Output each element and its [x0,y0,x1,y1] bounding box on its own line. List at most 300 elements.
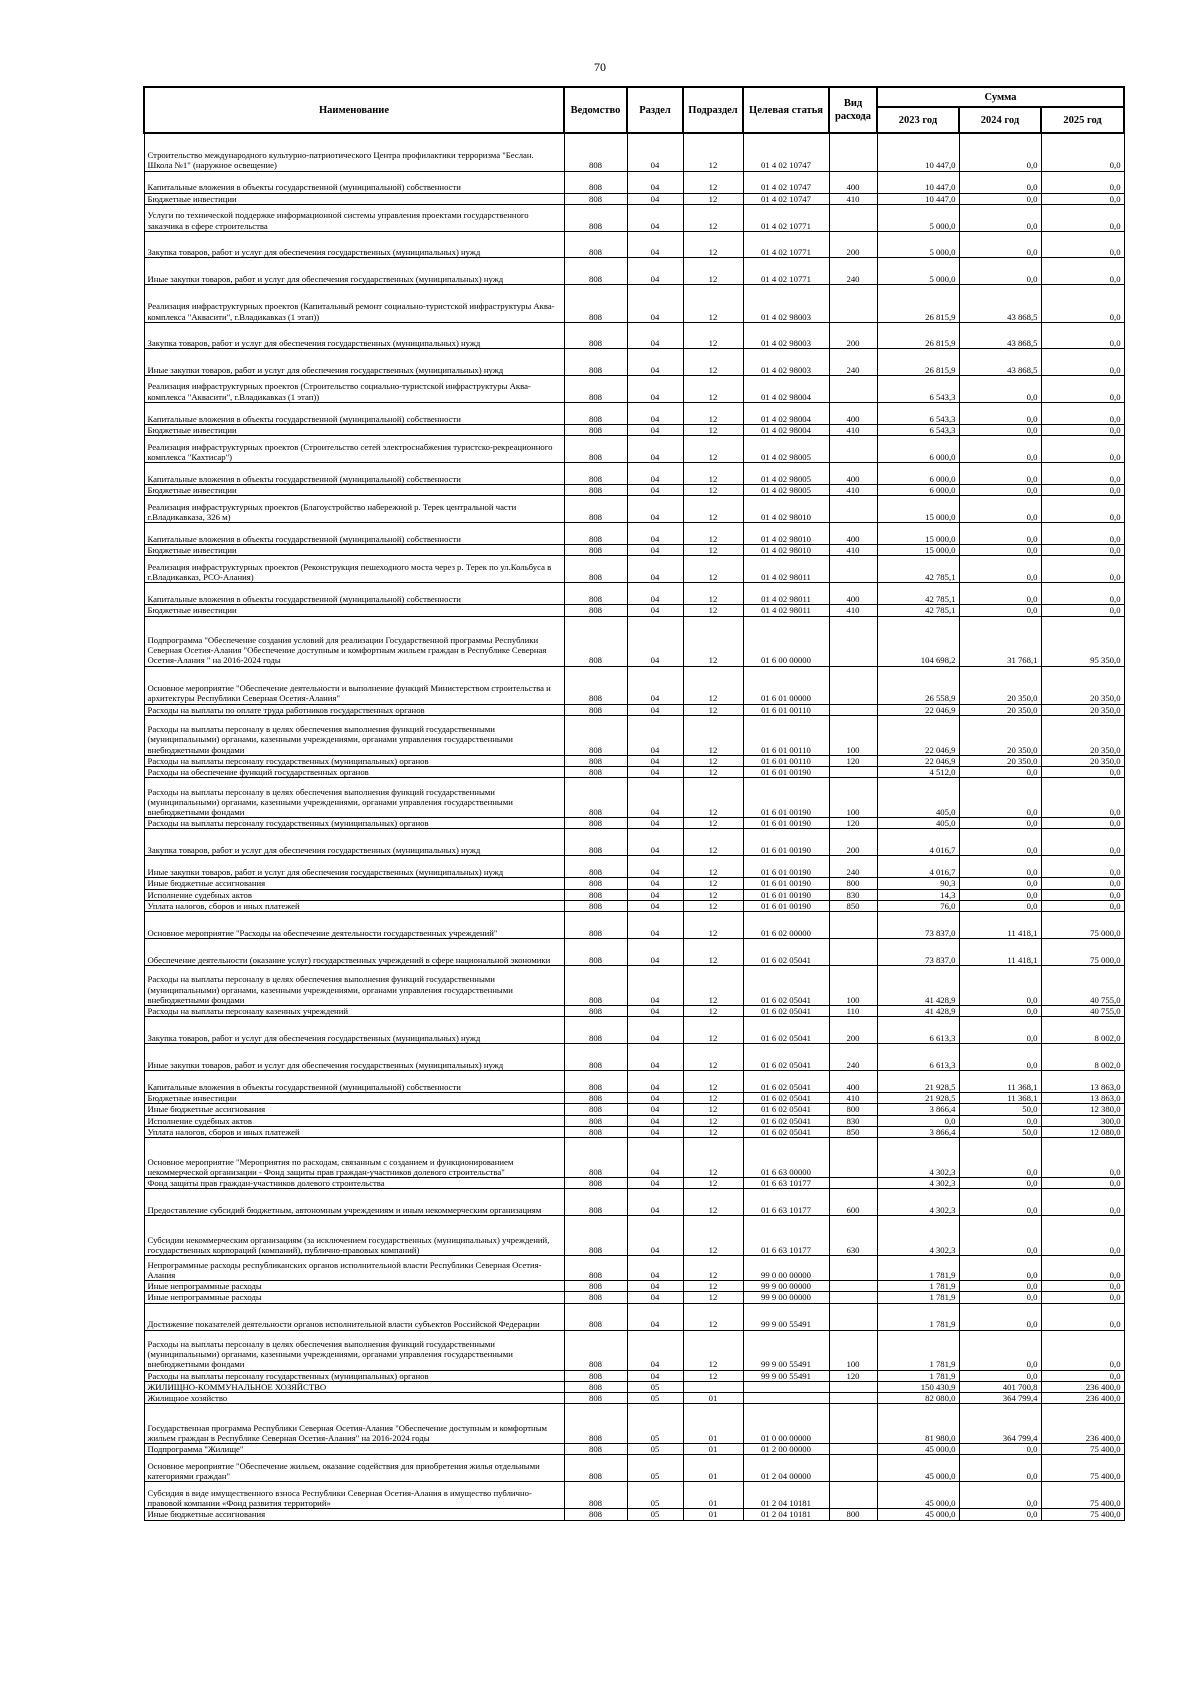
cell-vedomstvo: 808 [564,322,627,348]
cell-vid: 120 [829,755,877,766]
cell-tselevaya: 01 6 63 10177 [743,1216,829,1256]
cell-2024: 0,0 [959,1137,1041,1177]
cell-razdel: 04 [627,1093,683,1104]
cell-2023: 26 558,9 [877,666,959,704]
page-number: 70 [594,60,606,74]
cell-2023: 405,0 [877,778,959,818]
cell-name: Расходы на выплаты персоналу государственных (муниципальных) органов [144,755,564,766]
cell-razdel: 05 [627,1404,683,1444]
cell-vid [829,375,877,402]
cell-tselevaya: 01 4 02 98004 [743,402,829,424]
cell-vid: 400 [829,583,877,605]
cell-name: Строительство международного культурно-патриотического Центра профилактики терроризма "Беслан. Школа №1" (наружное освещение) [144,133,564,171]
cell-razdel: 04 [627,755,683,766]
cell-vid: 830 [829,889,877,900]
cell-2025: 12 080,0 [1041,1126,1124,1137]
cell-2025: 0,0 [1041,462,1124,484]
cell-vid: 200 [829,322,877,348]
cell-tselevaya: 01 4 02 98010 [743,496,829,523]
cell-2024: 0,0 [959,231,1041,257]
cell-vedomstvo: 808 [564,1256,627,1281]
cell-name: Реализация инфраструктурных проектов (Строительство социально-туристской инфраструктуры Аква-комплекса "Аквасити", г.Владикавказ (1 этап)) [144,375,564,402]
table-row [144,1093,1124,1104]
cell-name: Капитальные вложения в объекты государственной (муниципальной) собственности [144,171,564,193]
cell-2025: 0,0 [1041,1216,1124,1256]
cell-podrazdel: 12 [683,911,743,938]
cell-2023: 21 928,5 [877,1093,959,1104]
cell-vedomstvo: 808 [564,1292,627,1303]
cell-name: Основное мероприятие "Обеспечение жильем, оказание содействия для приобретения жилья отдельными категориями граждан" [144,1455,564,1482]
cell-2024: 11 368,1 [959,1071,1041,1093]
cell-vedomstvo: 808 [564,484,627,495]
cell-vedomstvo: 808 [564,911,627,938]
cell-2024: 43 868,5 [959,284,1041,322]
cell-name: Реализация инфраструктурных проектов (Капитальный ремонт социально-туристской инфраструктуры Аква-комплекса "Аквасити", г.Владикавказ (1 этап)) [144,284,564,322]
cell-vedomstvo: 808 [564,257,627,284]
cell-razdel: 04 [627,1071,683,1093]
cell-name: Подпрограмма "Обеспечение создания условий для реализации Государственной программы Республики Северная Осетия-Алания "Обеспечение доступным и комфортным жильем граждан в Республике Северная Осетия-Алания " на 2016-2024 годы [144,616,564,666]
cell-razdel: 04 [627,462,683,484]
cell-tselevaya: 01 6 02 05041 [743,1071,829,1093]
cell-podrazdel: 12 [683,1292,743,1303]
cell-name: ЖИЛИЩНО-КОММУНАЛЬНОЕ ХОЗЯЙСТВО [144,1381,564,1392]
table-row [144,911,1124,938]
cell-tselevaya: 01 6 01 00110 [743,755,829,766]
cell-2025: 8 002,0 [1041,1017,1124,1044]
cell-razdel: 04 [627,322,683,348]
cell-tselevaya: 01 6 01 00110 [743,704,829,715]
cell-tselevaya [743,1392,829,1403]
cell-name: Бюджетные инвестиции [144,605,564,616]
table-row [144,556,1124,583]
cell-vedomstvo: 808 [564,1281,627,1292]
cell-podrazdel: 01 [683,1509,743,1520]
cell-razdel: 04 [627,938,683,965]
cell-2024: 0,0 [959,1216,1041,1256]
cell-2023: 45 000,0 [877,1444,959,1455]
cell-2023: 150 430,9 [877,1381,959,1392]
cell-vedomstvo: 808 [564,889,627,900]
cell-vid: 400 [829,1071,877,1093]
cell-name: Капитальные вложения в объекты государственной (муниципальной) собственности [144,1071,564,1093]
table-row [144,322,1124,348]
cell-vid [829,616,877,666]
cell-2024: 0,0 [959,545,1041,556]
cell-tselevaya: 01 4 02 98005 [743,484,829,495]
cell-vedomstvo: 808 [564,424,627,435]
table-row [144,1071,1124,1093]
cell-vid: 800 [829,878,877,889]
cell-2024: 364 799,4 [959,1392,1041,1403]
cell-name: Субсидия в виде имущественного взноса Республики Северная Осетия-Алания в имущество публично-правовой компании «Фонд развития территорий» [144,1482,564,1509]
cell-2025: 0,0 [1041,348,1124,375]
header-razdel: Раздел [627,87,683,133]
cell-vid [829,1455,877,1482]
cell-2024: 0,0 [959,1189,1041,1216]
cell-2025: 0,0 [1041,193,1124,204]
cell-vedomstvo: 808 [564,496,627,523]
cell-2023: 73 837,0 [877,938,959,965]
cell-2025: 13 863,0 [1041,1071,1124,1093]
cell-tselevaya: 99 9 00 00000 [743,1292,829,1303]
cell-2024: 0,0 [959,1482,1041,1509]
cell-2024: 0,0 [959,1256,1041,1281]
cell-2023: 6 613,3 [877,1017,959,1044]
table-row [144,900,1124,911]
cell-2025: 0,0 [1041,322,1124,348]
cell-tselevaya: 01 4 02 98003 [743,322,829,348]
cell-tselevaya: 01 6 02 05041 [743,965,829,1005]
cell-2023: 14,3 [877,889,959,900]
cell-2023: 45 000,0 [877,1482,959,1509]
cell-razdel: 05 [627,1482,683,1509]
cell-podrazdel: 12 [683,545,743,556]
cell-vedomstvo: 808 [564,878,627,889]
cell-razdel: 05 [627,1381,683,1392]
cell-vedomstvo: 808 [564,348,627,375]
cell-name: Капитальные вложения в объекты государственной (муниципальной) собственности [144,462,564,484]
cell-vid: 410 [829,484,877,495]
table-row [144,284,1124,322]
cell-vid: 240 [829,856,877,878]
table-row [144,878,1124,889]
cell-vedomstvo: 808 [564,1392,627,1403]
cell-2024: 0,0 [959,204,1041,231]
cell-2025: 75 400,0 [1041,1509,1124,1520]
cell-2024: 0,0 [959,1005,1041,1016]
cell-vid: 400 [829,402,877,424]
cell-podrazdel: 12 [683,1281,743,1292]
cell-2023: 104 698,2 [877,616,959,666]
cell-2023: 6 543,3 [877,424,959,435]
cell-2023: 15 000,0 [877,523,959,545]
table-row [144,1482,1124,1509]
cell-2024: 0,0 [959,556,1041,583]
cell-vid [829,496,877,523]
cell-2025: 0,0 [1041,402,1124,424]
cell-vedomstvo: 808 [564,818,627,829]
cell-name: Расходы на выплаты персоналу в целях обеспечения выполнения функций государственными (муниципальными) органами, казенными учреждениями, органами управления государственными внебюджетными фондами [144,965,564,1005]
cell-tselevaya: 01 4 02 10747 [743,193,829,204]
cell-2025: 236 400,0 [1041,1381,1124,1392]
cell-name: Иные непрограммные расходы [144,1281,564,1292]
cell-podrazdel: 12 [683,1216,743,1256]
cell-2023: 4 512,0 [877,766,959,777]
table-row [144,133,1124,171]
cell-razdel: 04 [627,1044,683,1071]
cell-name: Обеспечение деятельности (оказание услуг) государственных учреждений в сфере национальной экономики [144,938,564,965]
cell-tselevaya: 01 6 01 00190 [743,878,829,889]
cell-name: Исполнение судебных актов [144,1115,564,1126]
cell-2025: 0,0 [1041,1303,1124,1330]
cell-razdel: 04 [627,545,683,556]
table-row [144,375,1124,402]
cell-tselevaya: 99 9 00 55491 [743,1303,829,1330]
cell-podrazdel: 12 [683,348,743,375]
cell-tselevaya: 01 6 01 00000 [743,666,829,704]
cell-razdel: 04 [627,583,683,605]
cell-vedomstvo: 808 [564,1216,627,1256]
table-row [144,704,1124,715]
cell-tselevaya: 01 6 02 05041 [743,1126,829,1137]
cell-vedomstvo: 808 [564,1017,627,1044]
table-row [144,1017,1124,1044]
cell-2024: 0,0 [959,435,1041,462]
table-row [144,1292,1124,1303]
cell-vid: 100 [829,715,877,755]
cell-2024: 0,0 [959,856,1041,878]
cell-vedomstvo: 808 [564,1381,627,1392]
cell-razdel: 04 [627,348,683,375]
cell-2023: 6 543,3 [877,375,959,402]
cell-tselevaya: 01 4 02 98010 [743,523,829,545]
cell-podrazdel: 12 [683,1189,743,1216]
cell-2024: 0,0 [959,375,1041,402]
cell-podrazdel: 12 [683,755,743,766]
cell-2025: 0,0 [1041,1189,1124,1216]
cell-2025: 0,0 [1041,1137,1124,1177]
cell-2024: 0,0 [959,1292,1041,1303]
cell-vedomstvo: 808 [564,1189,627,1216]
cell-tselevaya: 01 4 02 98010 [743,545,829,556]
cell-podrazdel: 12 [683,322,743,348]
cell-podrazdel: 12 [683,715,743,755]
cell-name: Закупка товаров, работ и услуг для обеспечения государственных (муниципальных) нужд [144,829,564,856]
cell-tselevaya: 01 6 01 00190 [743,766,829,777]
cell-podrazdel: 12 [683,1303,743,1330]
cell-2025: 0,0 [1041,435,1124,462]
cell-name: Капитальные вложения в объекты государственной (муниципальной) собственности [144,583,564,605]
cell-2025: 20 350,0 [1041,666,1124,704]
cell-razdel: 04 [627,1005,683,1016]
cell-2025: 8 002,0 [1041,1044,1124,1071]
cell-name: Предоставление субсидий бюджетным, автономным учреждениям и иным некоммерческим организациям [144,1189,564,1216]
cell-2023: 1 781,9 [877,1330,959,1370]
cell-vedomstvo: 808 [564,523,627,545]
cell-podrazdel: 12 [683,605,743,616]
cell-2023: 82 080,0 [877,1392,959,1403]
cell-podrazdel: 12 [683,402,743,424]
cell-podrazdel: 12 [683,818,743,829]
cell-2025: 0,0 [1041,424,1124,435]
cell-vid: 800 [829,1104,877,1115]
cell-razdel: 04 [627,965,683,1005]
cell-tselevaya: 01 0 00 00000 [743,1404,829,1444]
cell-tselevaya: 01 2 04 00000 [743,1455,829,1482]
cell-razdel: 04 [627,616,683,666]
table-row [144,523,1124,545]
cell-2023: 15 000,0 [877,545,959,556]
cell-podrazdel: 12 [683,435,743,462]
cell-tselevaya: 01 4 02 98005 [743,462,829,484]
cell-2024: 0,0 [959,402,1041,424]
cell-tselevaya: 01 6 01 00190 [743,900,829,911]
cell-2024: 0,0 [959,889,1041,900]
cell-name: Иные бюджетные ассигнования [144,1104,564,1115]
cell-2025: 0,0 [1041,1281,1124,1292]
cell-podrazdel: 12 [683,583,743,605]
cell-2024: 20 350,0 [959,755,1041,766]
cell-vid: 400 [829,171,877,193]
cell-tselevaya: 01 4 02 10771 [743,204,829,231]
cell-vedomstvo: 808 [564,704,627,715]
cell-razdel: 04 [627,818,683,829]
cell-name: Реализация инфраструктурных проектов (Благоустройство набережной р. Терек центральной части г.Владикавказа, 326 м) [144,496,564,523]
cell-vid [829,704,877,715]
table-row [144,1256,1124,1281]
cell-name: Иные непрограммные расходы [144,1292,564,1303]
cell-2025: 12 380,0 [1041,1104,1124,1115]
cell-vedomstvo: 808 [564,965,627,1005]
cell-razdel: 04 [627,1216,683,1256]
cell-2024: 11 418,1 [959,911,1041,938]
cell-2025: 0,0 [1041,856,1124,878]
cell-2023: 26 815,9 [877,284,959,322]
cell-2025: 75 400,0 [1041,1482,1124,1509]
cell-2024: 0,0 [959,583,1041,605]
cell-vid [829,284,877,322]
cell-tselevaya: 01 6 63 10177 [743,1177,829,1188]
cell-vedomstvo: 808 [564,766,627,777]
cell-vid: 110 [829,1005,877,1016]
cell-2024: 0,0 [959,171,1041,193]
cell-podrazdel: 12 [683,284,743,322]
cell-2023: 1 781,9 [877,1256,959,1281]
table-row [144,1216,1124,1256]
cell-vid: 630 [829,1216,877,1256]
cell-razdel: 04 [627,171,683,193]
cell-name: Расходы на обеспечение функций государственных органов [144,766,564,777]
cell-name: Расходы на выплаты по оплате труда работников государственных органов [144,704,564,715]
table-row [144,1370,1124,1381]
cell-2024: 0,0 [959,484,1041,495]
table-row [144,545,1124,556]
cell-name: Расходы на выплаты персоналу в целях обеспечения выполнения функций государственными (муниципальными) органами, казенными учреждениями, органами управления государственными внебюджетными фондами [144,1330,564,1370]
cell-vid [829,1482,877,1509]
cell-vedomstvo: 808 [564,1455,627,1482]
cell-vid [829,1444,877,1455]
cell-2025: 0,0 [1041,284,1124,322]
cell-podrazdel: 12 [683,1017,743,1044]
cell-podrazdel: 12 [683,938,743,965]
cell-2025: 0,0 [1041,523,1124,545]
cell-podrazdel: 12 [683,424,743,435]
cell-2024: 20 350,0 [959,715,1041,755]
cell-2023: 26 815,9 [877,322,959,348]
cell-2023: 41 428,9 [877,1005,959,1016]
cell-2025: 0,0 [1041,766,1124,777]
cell-razdel: 04 [627,231,683,257]
cell-vid: 400 [829,523,877,545]
cell-podrazdel: 12 [683,204,743,231]
cell-tselevaya: 01 4 02 10771 [743,257,829,284]
cell-vid [829,938,877,965]
table-row [144,1137,1124,1177]
cell-name: Капитальные вложения в объекты государственной (муниципальной) собственности [144,523,564,545]
cell-tselevaya: 01 4 02 98005 [743,435,829,462]
cell-razdel: 05 [627,1509,683,1520]
cell-razdel: 04 [627,204,683,231]
cell-tselevaya: 01 4 02 98003 [743,348,829,375]
cell-2025: 40 755,0 [1041,965,1124,1005]
cell-2024: 0,0 [959,424,1041,435]
header-tselevaya: Целевая статья [743,87,829,133]
cell-2025: 95 350,0 [1041,616,1124,666]
cell-vid: 200 [829,231,877,257]
cell-2025: 0,0 [1041,900,1124,911]
cell-tselevaya: 01 4 02 10771 [743,231,829,257]
cell-2023: 6 000,0 [877,435,959,462]
cell-razdel: 04 [627,1292,683,1303]
cell-vedomstvo: 808 [564,778,627,818]
cell-vedomstvo: 808 [564,284,627,322]
cell-tselevaya: 01 6 02 05041 [743,1005,829,1016]
cell-2024: 0,0 [959,523,1041,545]
cell-vedomstvo: 808 [564,171,627,193]
cell-vedomstvo: 808 [564,1115,627,1126]
cell-2024: 0,0 [959,766,1041,777]
table-row [144,1189,1124,1216]
cell-name: Иные закупки товаров, работ и услуг для обеспечения государственных (муниципальных) нужд [144,856,564,878]
header-2025: 2025 год [1041,107,1124,133]
cell-vid: 410 [829,545,877,556]
cell-podrazdel: 12 [683,1071,743,1093]
cell-razdel: 04 [627,284,683,322]
cell-vedomstvo: 808 [564,204,627,231]
cell-tselevaya: 01 2 04 10181 [743,1509,829,1520]
table-row [144,1115,1124,1126]
cell-name: Закупка товаров, работ и услуг для обеспечения государственных (муниципальных) нужд [144,1017,564,1044]
cell-vedomstvo: 808 [564,133,627,171]
cell-2024: 0,0 [959,1017,1041,1044]
table-body [144,133,1124,1520]
cell-2023: 42 785,1 [877,605,959,616]
cell-podrazdel: 12 [683,496,743,523]
table-row [144,1177,1124,1188]
cell-2023: 1 781,9 [877,1281,959,1292]
cell-razdel: 04 [627,1303,683,1330]
table-row [144,1104,1124,1115]
cell-vedomstvo: 808 [564,1482,627,1509]
cell-razdel: 04 [627,856,683,878]
cell-vedomstvo: 808 [564,938,627,965]
cell-vid: 410 [829,1093,877,1104]
cell-vedomstvo: 808 [564,435,627,462]
cell-name: Расходы на выплаты персоналу государственных (муниципальных) органов [144,1370,564,1381]
cell-name: Подпрограмма "Жилище" [144,1444,564,1455]
cell-2025: 0,0 [1041,257,1124,284]
table-row [144,829,1124,856]
cell-vedomstvo: 808 [564,1330,627,1370]
cell-2023: 45 000,0 [877,1509,959,1520]
cell-razdel: 04 [627,435,683,462]
cell-2023: 21 928,5 [877,1071,959,1093]
cell-2025: 0,0 [1041,829,1124,856]
cell-2023: 26 815,9 [877,348,959,375]
table-row [144,856,1124,878]
cell-podrazdel: 12 [683,666,743,704]
cell-2023: 0,0 [877,1115,959,1126]
cell-vid [829,666,877,704]
cell-2024: 20 350,0 [959,704,1041,715]
cell-podrazdel: 01 [683,1444,743,1455]
cell-razdel: 05 [627,1392,683,1403]
cell-vid: 120 [829,818,877,829]
cell-vid: 800 [829,1509,877,1520]
cell-tselevaya: 01 4 02 10747 [743,133,829,171]
cell-2025: 0,0 [1041,1292,1124,1303]
cell-2025: 0,0 [1041,605,1124,616]
